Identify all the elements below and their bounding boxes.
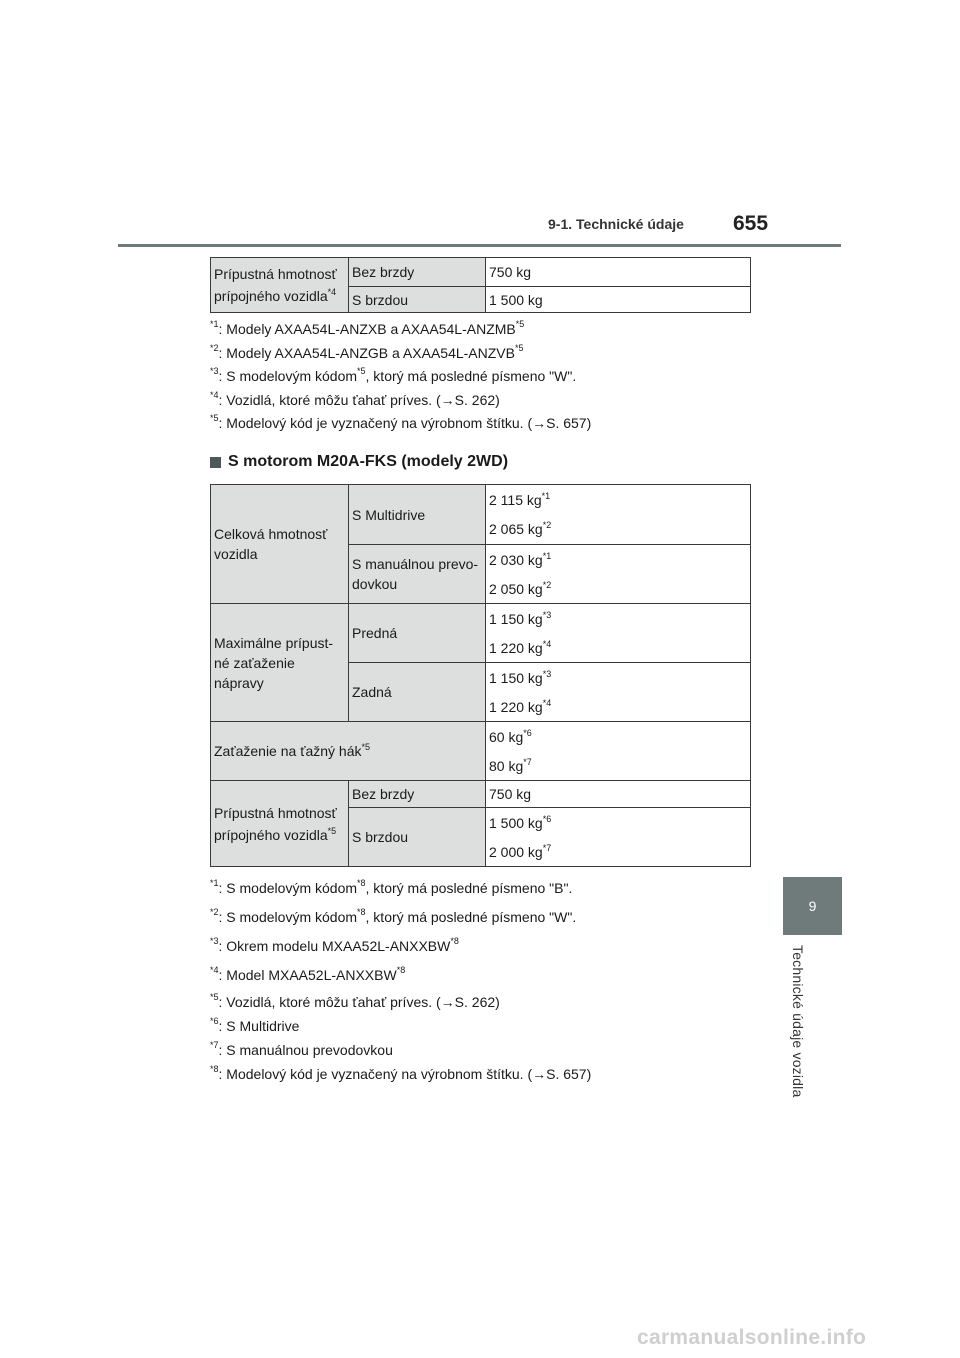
footnote: $^{*5}$: Vozidlá, ktoré môžu ťahať príves. (→S. 262) (210, 992, 500, 1010)
footnote: $^{*6}$: S Multidrive (210, 1016, 300, 1034)
front-axle-label: Predná (349, 604, 486, 663)
footnote: $^{*3}$: Okrem modelu MXAA52L-ANXXBW$^{*8}$ (210, 936, 459, 954)
footnote: $^{*4}$: Vozidlá, ktoré môžu ťahať príves. (→S. 262) (210, 389, 500, 408)
footnote: $^{*3}$: S modelovým kódom$^{*5}$, ktorý má posledné písmeno "W". (210, 366, 577, 384)
footnotes-list (210, 874, 770, 1086)
footnote: $^{*5}$: Modelový kód je vyznačený na výrobnom štítku. (→S. 657) (210, 413, 592, 431)
multidrive-values: 2 115 $kg^{*1}$ 2 065 $kg^{*2}$ (486, 485, 751, 545)
header-divider (118, 244, 841, 247)
gross-weight-label: Celková hmotnosť vozidla (211, 485, 349, 604)
rear-axle-label: Zadná (349, 663, 486, 722)
no-brake-label: Bez brzdy (349, 781, 486, 808)
front-axle-values: 1 150 $kg^{*3}$ 1 220 $kg^{*4}$ (486, 604, 751, 663)
multidrive-label: S Multidrive (349, 485, 486, 545)
chapter-tab: 9 (783, 877, 842, 935)
brake-values: 1 500 $kg^{*6}$ 2 000 $kg^{*7}$ (486, 808, 751, 867)
axle-load-label: Maximálne prípust-né zaťaženie nápravy (211, 604, 349, 722)
footnote: $^{*2}$: Modely AXAA54L-ANZGB a AXAA54L-ANZVB$^{*5}$ (210, 342, 524, 361)
hitch-load-label: Zaťaženie na ťažný hák$^{*5}$ (211, 722, 486, 781)
footnote-mark: *4 (327, 287, 337, 297)
table-sub-label: Bez brzdy (349, 258, 486, 287)
footnotes-list (210, 318, 770, 436)
trailer-weight-label: Prípustná hmotnosť prípojného vozidla$^{*5}$ (211, 781, 349, 867)
manual-label: S manuálnou prevo-dovkou (349, 545, 486, 604)
page-number: 655 (733, 212, 769, 235)
watermark: carmanualsonline.info (637, 1326, 867, 1349)
footnote: $^{*4}$: Model MXAA52L-ANXXBW$^{*8}$ (210, 965, 406, 983)
trailer-weight-table (210, 257, 751, 313)
hitch-load-values: 60 $kg^{*6}$ 80 $kg^{*7}$ (486, 722, 751, 781)
table-value: 1 500 kg (486, 287, 751, 313)
section-heading-text: S motorom M20A-FKS (modely 2WD) (228, 453, 509, 470)
trailer-weight-label: Prípustná hmotnosť prípojného vozidla (214, 266, 337, 304)
section-title: 9-1. Technické údaje (548, 216, 684, 232)
weights-table (210, 484, 751, 867)
brake-label: S brzdou (349, 808, 486, 867)
no-brake-value: 750 kg (486, 781, 751, 808)
table-value: 750 kg (486, 258, 751, 287)
footnote: $^{*2}$: S modelovým kódom$^{*8}$, ktorý má posledné písmeno "W". (210, 907, 577, 925)
footnote: $^{*1}$: S modelovým kódom$^{*8}$, ktorý má posledné písmeno "B". (210, 878, 573, 896)
table-label-cell (211, 258, 349, 313)
footnote: $^{*7}$: S manuálnou prevodovkou (210, 1040, 393, 1058)
footnote: $^{*8}$: Modelový kód je vyznačený na výrobnom štítku. (→S. 657) (210, 1064, 592, 1082)
square-bullet-icon (210, 457, 221, 468)
chapter-side-title: Technické údaje vozidla (790, 945, 806, 1098)
manual-values: 2 030 $kg^{*1}$ 2 050 $kg^{*2}$ (486, 545, 751, 604)
rear-axle-values: 1 150 $kg^{*3}$ 1 220 $kg^{*4}$ (486, 663, 751, 722)
table-sub-label: S brzdou (349, 287, 486, 313)
footnote: $^{*1}$: Modely AXAA54L-ANZXB a AXAA54L-ANZMB$^{*5}$ (210, 319, 525, 337)
section-heading (210, 453, 508, 471)
